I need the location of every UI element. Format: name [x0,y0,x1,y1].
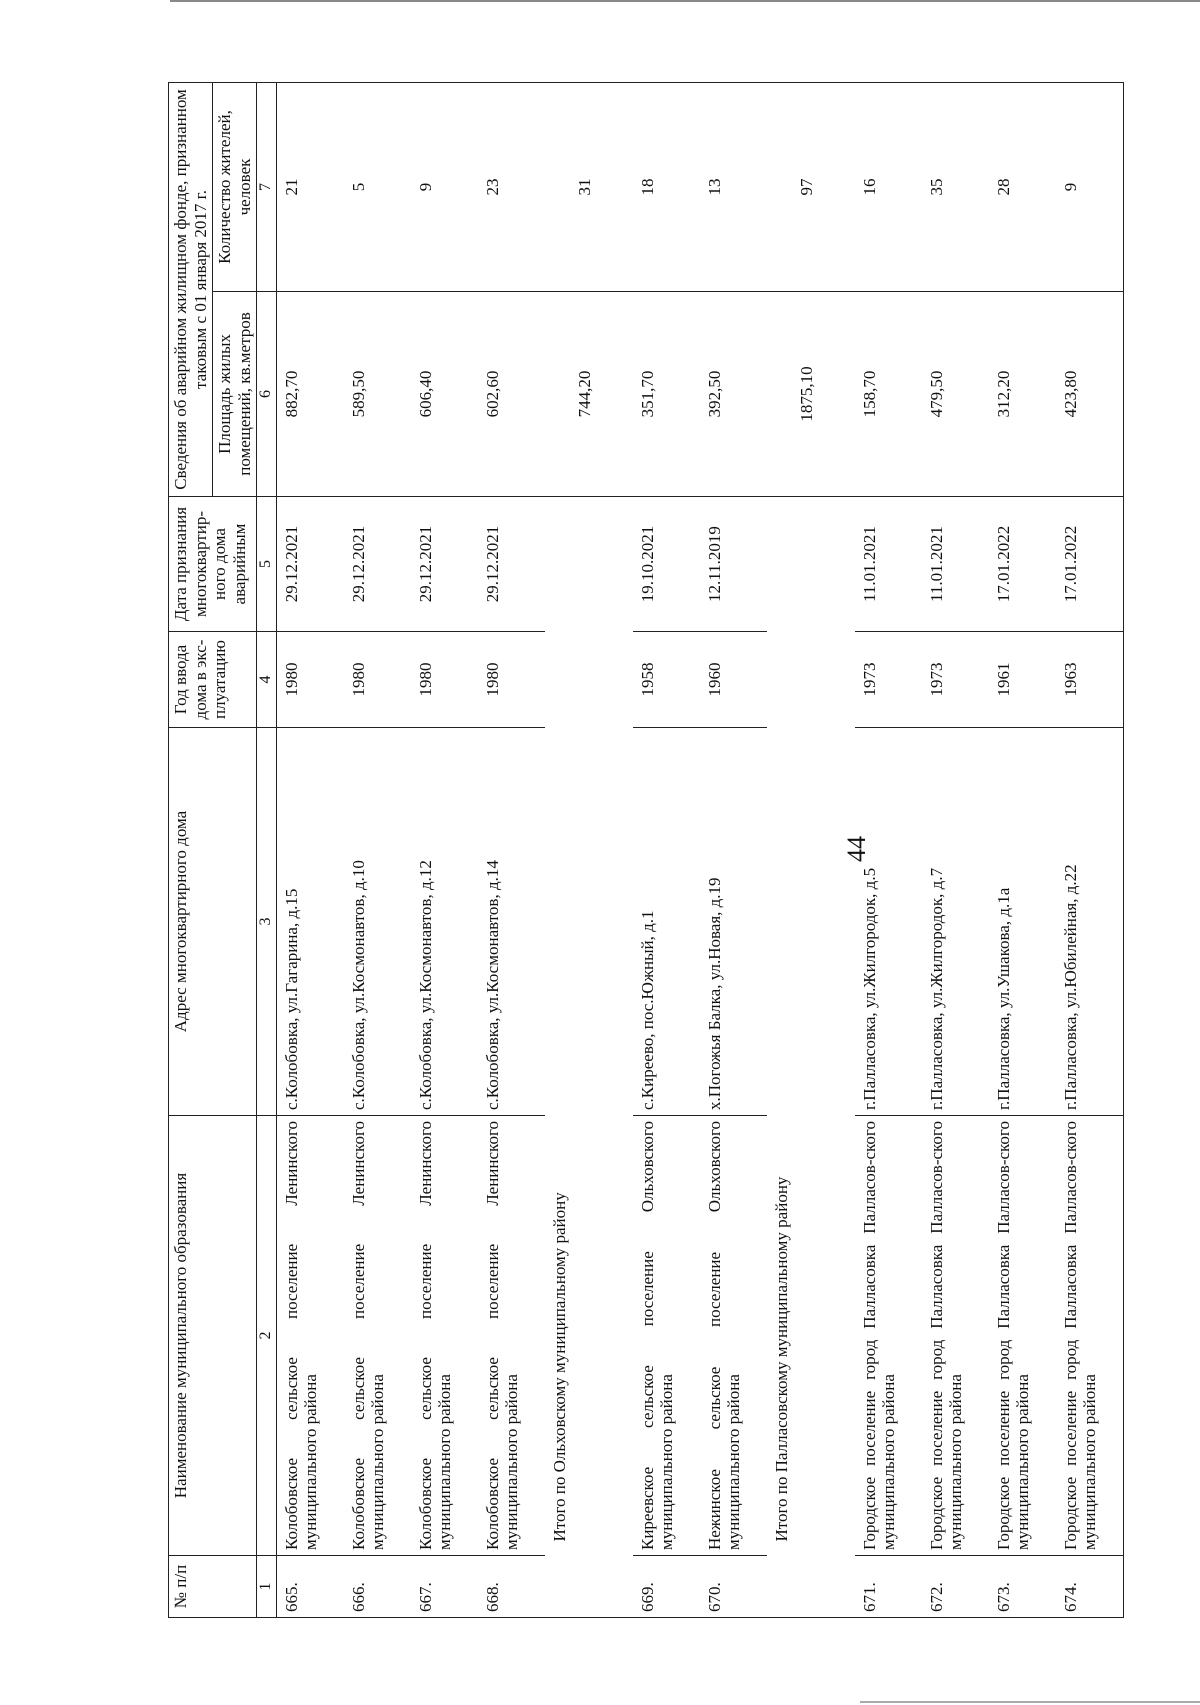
header-residents: Количество жителей, человек [213,82,257,291]
municipality-cell: Колобовское сельское поселение Ленинского муниципального района [478,1116,545,1556]
page-number: 44 [842,836,871,862]
municipality-cell: Городское поселение город Палласовка Палласов-ского муниципального района [855,1116,922,1556]
table-row [922,82,989,1617]
row-number-cell: 673. [989,1556,1056,1618]
address-cell: с.Колобовка, ул.Космонавтов, д.12 [411,728,478,1116]
year-cell: 1980 [478,632,545,728]
row-number-cell: 668. [478,1556,545,1618]
emergency-date-cell: 11.01.2021 [922,497,989,632]
table-row [411,82,478,1617]
year-cell: 1973 [855,632,922,728]
residents-cell: 21 [276,82,344,291]
emergency-date-cell: 29.12.2021 [411,497,478,632]
column-numbers-row [257,82,276,1617]
residents-cell: 9 [411,82,478,291]
address-cell: г.Палласовка, ул.Ушакова, д.1а [989,728,1056,1116]
column-number: 7 [257,82,276,291]
total-residents-cell: 31 [545,82,633,291]
area-cell: 479,50 [922,292,989,497]
table-body [276,82,1123,1617]
table-row [855,82,922,1617]
row-number-cell: 667. [411,1556,478,1618]
address-cell: г.Палласовка, ул.Юбилейная, д.22 [1056,728,1124,1116]
address-cell: с.Колобовка, ул.Космонавтов, д.14 [478,728,545,1116]
total-area-cell: 744,20 [545,292,633,497]
year-cell: 1980 [276,632,344,728]
column-number: 3 [257,728,276,1116]
table-row [478,82,545,1617]
residents-cell: 13 [700,82,767,291]
address-cell: г.Палласовка, ул.Жилгородок, д.7 [922,728,989,1116]
area-cell: 602,60 [478,292,545,497]
header-address: Адрес многоквартирного дома [169,728,257,1116]
table-row [989,82,1056,1617]
address-cell: г.Палласовка, ул.Жилгородок, д.5 [855,728,922,1116]
column-number: 5 [257,497,276,632]
row-number-cell: 671. [855,1556,922,1618]
emergency-date-cell: 12.11.2019 [700,497,767,632]
total-blank-cell [767,1556,855,1618]
year-cell: 1960 [700,632,767,728]
column-number: 4 [257,632,276,728]
address-cell: с.Колобовка, ул.Гагарина, д.15 [276,728,344,1116]
year-cell: 1980 [411,632,478,728]
municipality-cell: Городское поселение город Палласовка Палласов-ского муниципального района [989,1116,1056,1556]
municipality-cell: Колобовское сельское поселение Ленинского муниципального района [411,1116,478,1556]
emergency-housing-table [168,82,1124,1618]
row-number-cell: 665. [276,1556,344,1618]
year-cell: 1980 [344,632,411,728]
row-number-cell: 674. [1056,1556,1124,1618]
header-num: № п/п [169,1556,257,1618]
table-row [700,82,767,1617]
total-residents-cell: 97 [767,82,855,291]
emergency-date-cell: 29.12.2021 [344,497,411,632]
header-name: Наименование муниципального образования [169,1116,257,1556]
year-cell: 1961 [989,632,1056,728]
emergency-date-cell: 19.10.2021 [633,497,700,632]
column-number: 2 [257,1116,276,1556]
row-number-cell: 666. [344,1556,411,1618]
municipality-cell: Нежинское сельское поселение Ольховского муниципального района [700,1116,767,1556]
total-area-cell: 1875,10 [767,292,855,497]
emergency-date-cell: 29.12.2021 [276,497,344,632]
residents-cell: 35 [922,82,989,291]
table-row [633,82,700,1617]
municipality-cell: Колобовское сельское поселение Ленинского муниципального района [276,1116,344,1556]
total-label: Итого по Палласовскому муниципальному району [767,497,855,1556]
municipality-cell: Колобовское сельское поселение Ленинского муниципального района [344,1116,411,1556]
total-row [545,82,633,1617]
area-cell: 392,50 [700,292,767,497]
address-cell: х.Погожья Балка, ул.Новая, д.19 [700,728,767,1116]
residents-cell: 5 [344,82,411,291]
row-number-cell: 669. [633,1556,700,1618]
year-cell: 1963 [1056,632,1124,728]
area-cell: 606,40 [411,292,478,497]
year-cell: 1973 [922,632,989,728]
table-row [276,82,344,1617]
residents-cell: 16 [855,82,922,291]
area-cell: 158,70 [855,292,922,497]
residents-cell: 28 [989,82,1056,291]
address-cell: с.Киреево, пос.Южный, д.1 [633,728,700,1116]
header-date: Дата признания многоквартир-ного дома аварийным [169,497,257,632]
year-cell: 1958 [633,632,700,728]
residents-cell: 23 [478,82,545,291]
area-cell: 312,20 [989,292,1056,497]
area-cell: 423,80 [1056,292,1124,497]
emergency-date-cell: 11.01.2021 [855,497,922,632]
row-number-cell: 670. [700,1556,767,1618]
total-blank-cell [545,1556,633,1618]
emergency-date-cell: 29.12.2021 [478,497,545,632]
row-number-cell: 672. [922,1556,989,1618]
table-row [1056,82,1124,1617]
table-row [344,82,411,1617]
column-number: 6 [257,292,276,497]
total-row [767,82,855,1617]
emergency-date-cell: 17.01.2022 [1056,497,1124,632]
emergency-date-cell: 17.01.2022 [989,497,1056,632]
municipality-cell: Городское поселение город Палласовка Палласов-ского муниципального района [1056,1116,1124,1556]
area-cell: 589,50 [344,292,411,497]
header-year: Год ввода дома в экс-плуатацию [169,632,257,728]
header-group: Сведения об аварийном жилищном фонде, признанном таковым с 01 января 2017 г. [169,82,213,496]
residents-cell: 18 [633,82,700,291]
area-cell: 882,70 [276,292,344,497]
column-number: 1 [257,1556,276,1618]
total-label: Итого по Ольховскому муниципальному району [545,497,633,1556]
residents-cell: 9 [1056,82,1124,291]
area-cell: 351,70 [633,292,700,497]
municipality-cell: Городское поселение город Палласовка Палласов-ского муниципального района [922,1116,989,1556]
header-area: Площадь жилых помещений, кв.метров [213,292,257,497]
address-cell: с.Колобовка, ул.Космонавтов, д.10 [344,728,411,1116]
municipality-cell: Киреевское сельское поселение Ольховского муниципального района [633,1116,700,1556]
